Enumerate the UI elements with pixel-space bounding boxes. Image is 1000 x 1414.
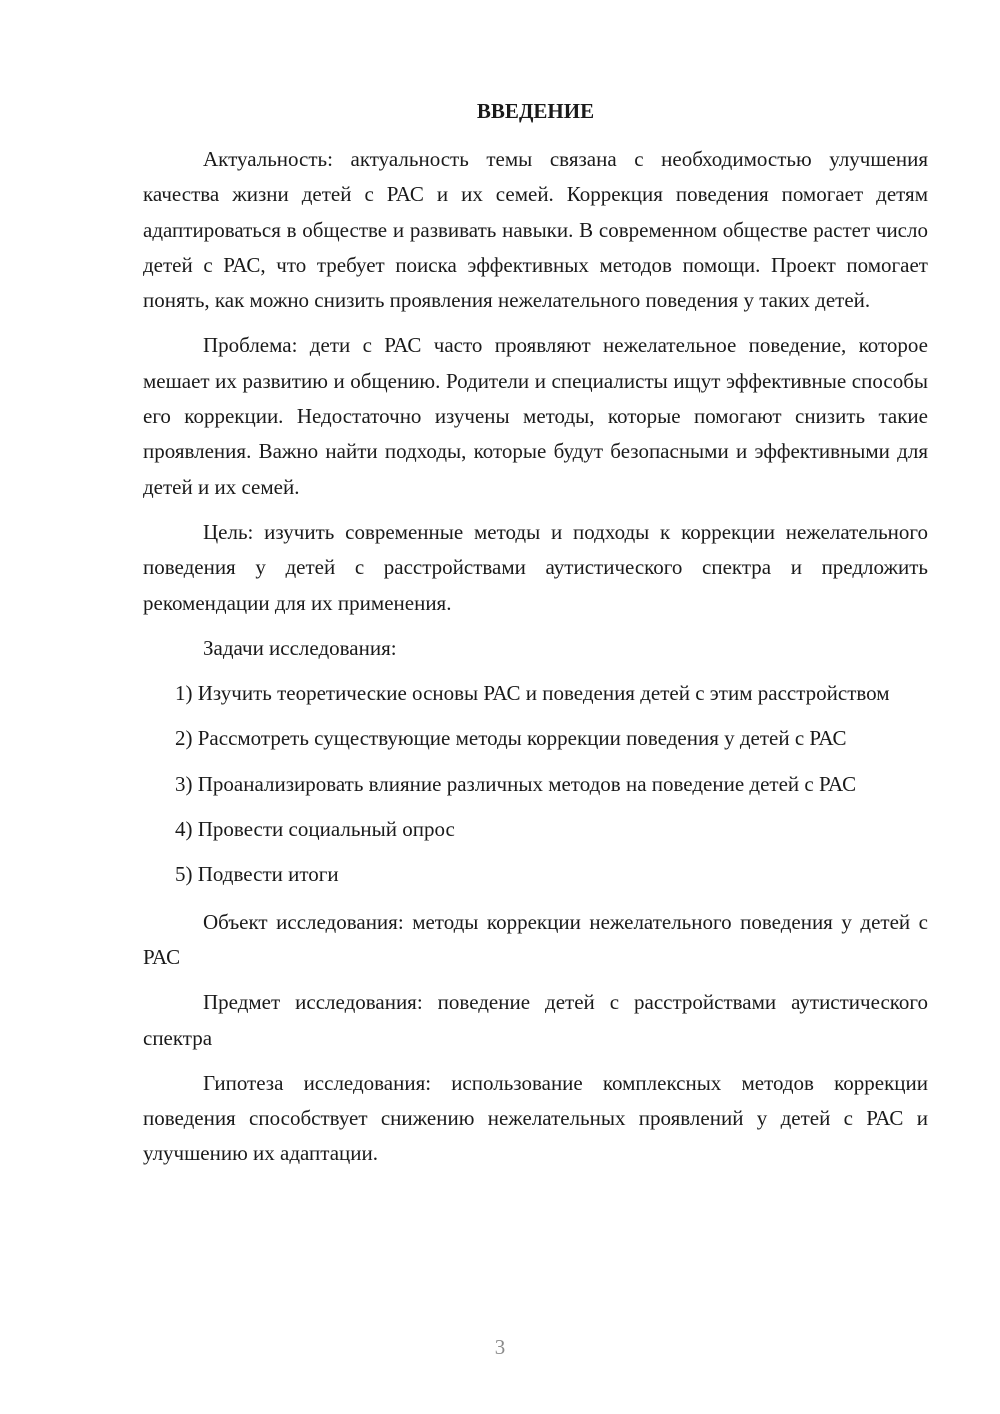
document-content bbox=[143, 94, 928, 1172]
list-item-task-1: 1) Изучить теоретические основы РАС и поведения детей с этим расстройством bbox=[175, 681, 890, 706]
list-item-task-5: 5) Подвести итоги bbox=[175, 862, 339, 887]
paragraph-object: Объект исследования: методы коррекции нежелательного поведения у детей с РАС bbox=[143, 909, 928, 969]
paragraph-relevance: Актуальность: актуальность темы связана с необходимостью улучшения качества жизни детей с РАС и их семей. Коррекция поведения помогает детям адаптироваться в обществе и развивать навыки. В современном обществе растет число детей с РАС, что требует поиска эффективных методов помощи. Проект помогает понять, как можно снизить проявления нежелательного поведения у таких детей. bbox=[143, 147, 928, 313]
list-item-task-3: 3) Проанализировать влияние различных методов на поведение детей с РАС bbox=[175, 771, 857, 796]
list-item-task-4: 4) Провести социальный опрос bbox=[175, 817, 455, 842]
paragraph-problem: Проблема: дети с РАС часто проявляют нежелательное поведение, которое мешает их развитию и общению. Родители и специалисты ищут эффективные способы его коррекции. Недостаточно изучены методы, которые помогают снизить такие проявления. Важно найти подходы, которые будут безопасными и эффективными для детей и их семей. bbox=[143, 333, 928, 499]
paragraph-subject: Предмет исследования: поведение детей с расстройствами аутистического спектра bbox=[143, 990, 928, 1050]
paragraph-goal: Цель: изучить современные методы и подходы к коррекции нежелательного поведения у детей с расстройствами аутистического спектра и предложить рекомендации для их применения. bbox=[143, 519, 928, 615]
tasks-heading: Задачи исследования: bbox=[203, 635, 397, 660]
page-title: ВВЕДЕНИЕ bbox=[476, 99, 595, 123]
page-number: 3 bbox=[494, 1335, 506, 1359]
list-item-task-2: 2) Рассмотреть существующие методы коррекции поведения у детей с РАС bbox=[175, 726, 847, 751]
paragraph-hypothesis: Гипотеза исследования: использование комплексных методов коррекции поведения способствует снижению нежелательных проявлений у детей с РАС и улучшению их адаптации. bbox=[143, 1070, 928, 1166]
